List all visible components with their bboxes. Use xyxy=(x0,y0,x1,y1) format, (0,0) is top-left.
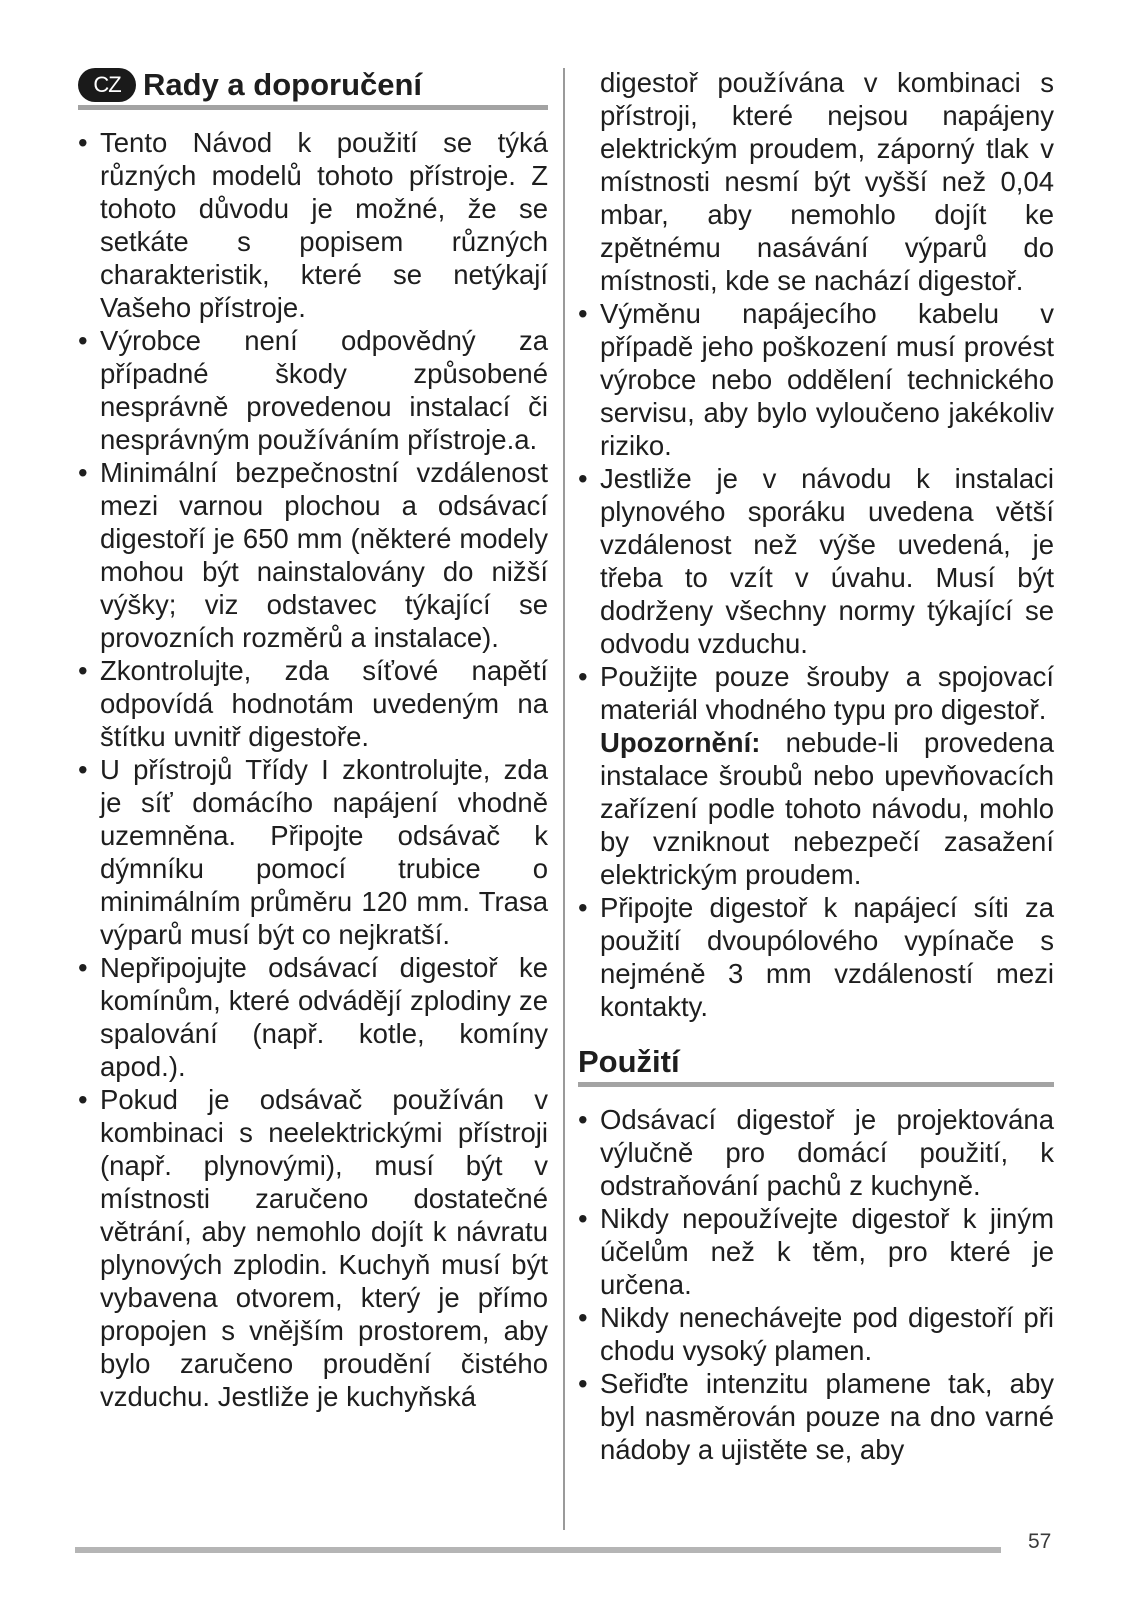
list-item: • Nepřipojujte odsávací digestoř ke komínům, které odvádějí zplodiny ze spalování (např. kotle, komíny apod.). xyxy=(78,951,548,1083)
list-item: • Pokud je odsávač používán v kombinaci s neelektrickými přístroji (např. plynovými), musí být v místnosti zaručeno dostatečné větrání, aby nemohlo dojít k návratu plynových zplodin. Kuchyň musí být vybavena otvorem, který je přímo propojen s vnějším prostorem, aby bylo zaručeno proudění čistého vzduchu. Jestliže je kuchyňská xyxy=(78,1083,548,1413)
list-item: • Zkontrolujte, zda síťové napětí odpovídá hodnotám uvedeným na štítku uvnitř digestoře. xyxy=(78,654,548,753)
footer-rule xyxy=(75,1547,1001,1553)
list-item: • Odsávací digestoř je projektována výlučně pro domácí použití, k odstraňování pachů z kuchyně. xyxy=(578,1103,1054,1202)
warning-label: Upozornění: xyxy=(600,727,761,758)
list-item: • Tento Návod k použití se týká různých modelů tohoto přístroje. Z tohoto důvodu je možné, že se setkáte s popisem různých charakteristik, které se netýkají Vašeho přístroje. xyxy=(78,126,548,324)
advice-list-continued xyxy=(578,297,1054,726)
warning-text: nebude-li provedena instalace šroubů nebo upevňovacích zařízení podle tohoto návodu, mohlo by vzniknout nebezpečí zasažení elektrickým proudem. xyxy=(600,727,1054,890)
page-number: 57 xyxy=(1028,1530,1052,1553)
warning-note xyxy=(600,726,1054,891)
section-title: Rady a doporučení xyxy=(143,67,423,102)
list-item: • Nikdy nepoužívejte digestoř k jiným účelům než k těm, pro které je určena. xyxy=(578,1202,1054,1301)
list-item: • Výrobce není odpovědný za případné škody způsobené nesprávně provedenou instalací či nesprávným používáním přístroje.a. xyxy=(78,324,548,456)
language-badge: CZ xyxy=(78,68,136,102)
column-divider xyxy=(563,68,565,1530)
list-item: • U přístrojů Třídy I zkontrolujte, zda je síť domácího napájení vhodně uzemněna. Připojte odsávač k dýmníku pomocí trubice o minimálním průměru 120 mm. Trasa výparů musí být co nejkratší. xyxy=(78,753,548,951)
list-item: • Výměnu napájecího kabelu v případě jeho poškození musí provést výrobce nebo oddělení technického servisu, aby bylo vyloučeno jakékoliv riziko. xyxy=(578,297,1054,462)
list-item: • Použijte pouze šrouby a spojovací materiál vhodného typu pro digestoř. xyxy=(578,660,1054,726)
list-item: • Nikdy nenechávejte pod digestoří při chodu vysoký plamen. xyxy=(578,1301,1054,1367)
continued-paragraph: digestoř používána v kombinaci s přístroji, které nejsou napájeny elektrickým proudem, záporný tlak v místnosti nesmí být vyšší než 0,04 mbar, aby nemohlo dojít ke zpětnému nasávání výparů do místnosti, kde se nachází digestoř. xyxy=(600,67,1054,296)
right-column xyxy=(578,66,1054,1466)
section-heading-advice xyxy=(78,66,548,110)
usage-list xyxy=(578,1103,1054,1466)
list-item: • Jestliže je v návodu k instalaci plynového sporáku uvedena větší vzdálenost než výše uvedená, je třeba to vzít v úvahu. Musí být dodrženy všechny normy týkající se odvodu vzduchu. xyxy=(578,462,1054,660)
advice-list xyxy=(78,126,548,1413)
left-column xyxy=(78,66,548,1413)
list-item: • Minimální bezpečnostní vzdálenost mezi varnou plochou a odsávací digestoří je 650 mm (některé modely mohou být nainstalovány do nižší výšky; viz odstavec týkající se provozních rozměrů a instalace). xyxy=(78,456,548,654)
list-item: • Seřiďte intenzitu plamene tak, aby byl nasměrován pouze na dno varné nádoby a ujistěte se, aby xyxy=(578,1367,1054,1466)
advice-list-final xyxy=(578,891,1054,1023)
list-item: • Připojte digestoř k napájecí síti za použití dvoupólového vypínače s nejméně 3 mm vzdáleností mezi kontakty. xyxy=(578,891,1054,1023)
section-title: Použití xyxy=(578,1044,680,1079)
section-heading-usage xyxy=(578,1043,1054,1087)
